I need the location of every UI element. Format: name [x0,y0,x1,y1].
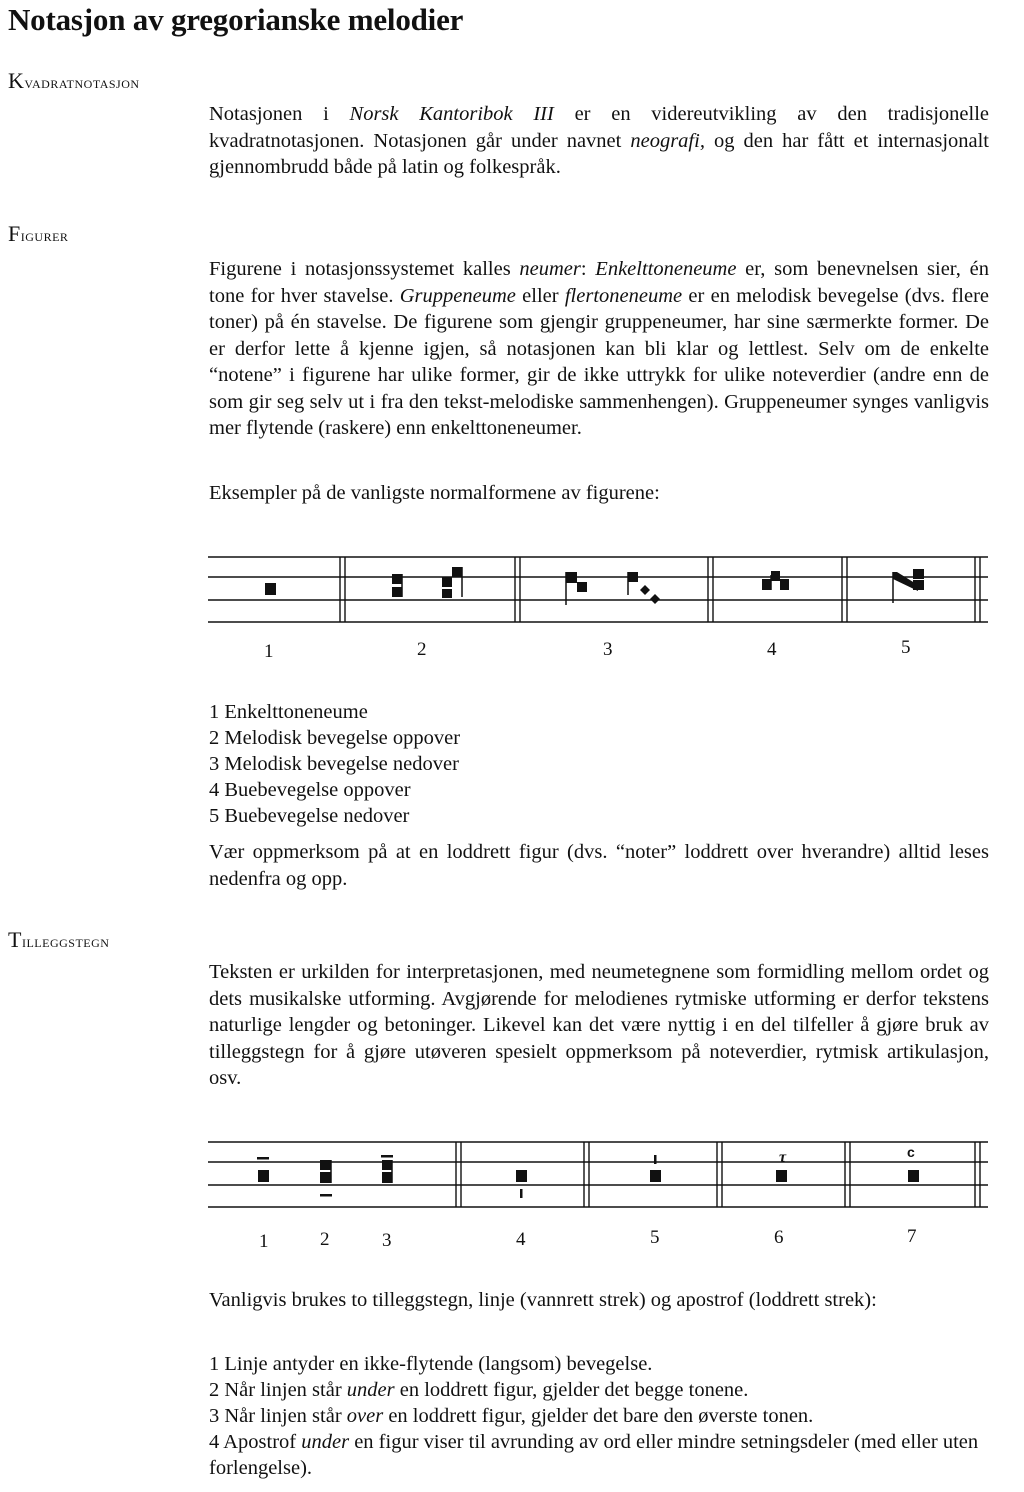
italic-run: neumer [519,258,581,280]
celeriter-sign: c [907,1144,915,1160]
ictus-over-punctum [650,1155,661,1182]
neume-porrectus [893,569,924,603]
figurer-paragraph: Figurene i notasjonssystemet kalles neumer: Enkelttoneneume er, som benevnelsen sier, én tone for hver stavelse. Gruppeneume eller flertoneneume er en melodisk bevegelse (dvs. flere toner) på én stavelse. De figurene som gjengir gruppeneumer, har sine særmerkte former. De er derfor lette å kjenne igjen, så notasjonen kan bli klar og lettlest. Selv om de enkelte “notene” i figurene har ulike former, gir de ikke uttrykk for ulike noteverdier (andre enn de som gir seg selv ut i fra den tekst-melodiske sammenhengen). Gruppeneumer synges vanligvis mer flytende (raskere) enn enkelttoneneumer. [209,258,989,439]
kvadrat-paragraph: Notasjonen i Norsk Kantoribok III er en videreutvikling av den tradisjonelle kvadratnotasjonen. Notasjonen går under navnet neografi, og den har fått et internasjonalt gjennombrudd både på latin og folkespråk. [209,103,990,178]
neume-figures [265,567,924,605]
signs-staff [0,1130,1024,1260]
episema-under-pes [320,1160,332,1197]
figure-number: 1 [264,641,274,662]
section-heading-tilleggstegn [8,929,109,952]
sign-number: 3 [382,1230,392,1251]
heading-initial: F [8,221,21,246]
italic-run: under [346,1379,395,1401]
list-item: 4 Buebevegelse oppover [209,779,411,801]
page-title: Notasjon av gregorianske melodier [8,2,464,37]
ictus-under-punctum [516,1170,527,1198]
neume-pes [392,574,402,597]
reading-note: Vær oppmerksom på at en loddrett figur (dvs. “noter” loddrett over hverandre) alltid leses nedenfra og opp. [209,841,989,890]
examples-intro: Eksempler på de vanligste normalformene av figurene: [209,482,660,504]
bar-lines [340,557,980,622]
signs-intro: Vanligvis brukes to tilleggstegn, linje (vannrett strek) og apostrof (loddrett strek): [209,1289,877,1311]
episema-punctum [257,1157,269,1182]
heading-initial: T [8,927,22,952]
sign-number: 5 [650,1227,660,1248]
figure-number: 5 [901,637,911,658]
heading-rest: vadratnotasjon [24,72,140,92]
italic-run: over [346,1405,384,1427]
sign-figures [257,1144,919,1198]
sign-number: 1 [259,1231,269,1252]
figure-numbers [264,637,911,662]
tenete-sign: τ [779,1149,787,1166]
tilleggstegn-paragraph: Teksten er urkilden for interpretasjonen, med neumetegnene som formidling mellom ordet og dets musikalske utforming. Avgjørende for melodienes rytmiske utforming er derfor tekstens naturlige lengder og betoninger. Likevel kan det være nyttig i en del tilfeller å gjøre bruk av tilleggstegn for å gjøre utøveren spesielt oppmerksom på noteverdier, rytmisk artikulasjon, osv. [209,961,989,1089]
sign-number: 2 [320,1229,330,1250]
list-item: 1 Linje antyder en ikke-flytende (langsom) bevegelse. [209,1353,653,1375]
list-item: 1 Enkelttoneneume [209,701,368,723]
bar-lines [456,1142,980,1207]
section-heading-kvadratnotasjon [8,70,140,93]
list-item: 2 Når linjen står under en loddrett figur, gjelder det begge tonene. [209,1379,749,1401]
neume-torculus [762,571,789,590]
sign-number: 4 [516,1229,526,1250]
list-item: 3 Melodisk bevegelse nedover [209,753,459,775]
italic-run: neografi, [630,129,705,152]
figures-list [209,699,989,829]
neume-scandicus [442,567,462,598]
italic-run: Enkelttoneneume [595,258,737,280]
list-item: 2 Melodisk bevegelse oppover [209,727,461,749]
section-heading-figurer [8,223,68,246]
celeriter-sign-punctum [907,1144,919,1182]
sign-numbers [259,1226,917,1252]
list-item: 4 Apostrof under en figur viser til avrunding av ord eller mindre setningsdeler (med eller uten forlengelse). [209,1431,979,1479]
figure-number: 4 [767,639,777,660]
list-item: 5 Buebevegelse nedover [209,805,410,827]
signs-list [209,1351,989,1481]
figure-number: 2 [417,639,427,660]
list-item: 3 Når linjen står over en loddrett figur, gjelder det bare den øverste tonen. [209,1405,814,1427]
heading-initial: K [8,68,25,93]
neume-punctum [265,583,276,595]
staff-lines [208,557,988,622]
heading-rest: igurer [20,225,69,245]
figure-number: 3 [603,639,613,660]
episema-over-pes [381,1155,393,1183]
italic-run: flertoneneume [564,284,683,307]
italic-run: under [301,1431,350,1453]
tenete-sign-punctum [776,1149,787,1182]
sign-number: 6 [774,1227,784,1248]
figures-staff [0,545,1024,670]
italic-run: Norsk Kantoribok III [349,103,554,125]
heading-rest: illeggstegn [21,931,110,951]
italic-run: Gruppeneume [399,284,516,307]
sign-number: 7 [907,1226,917,1247]
